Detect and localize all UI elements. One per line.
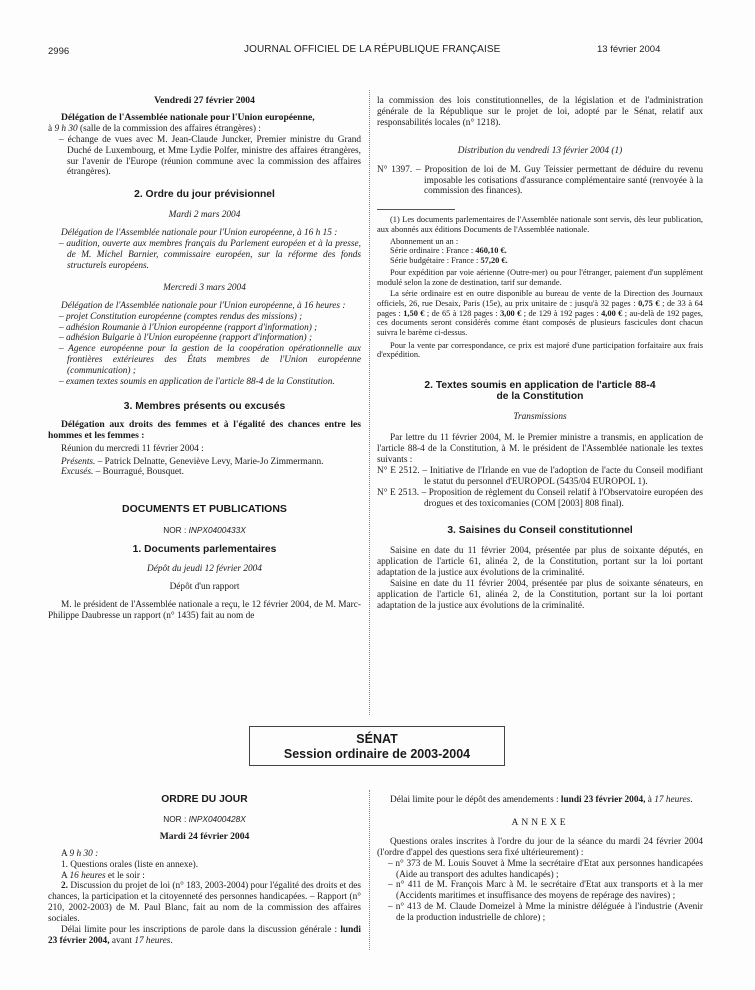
right-column-bottom	[377, 795, 703, 924]
amend-time: 17 heures	[654, 795, 691, 805]
senat-subtitle: Session ordinaire de 2003-2004	[283, 747, 471, 761]
time-930: 9 h 30	[69, 848, 93, 859]
price-1: 0,75 €	[638, 298, 660, 308]
question-item: – n° 373 de M. Louis Souvet à Mme la secrétaire d'Etat aux personnes handicapées (Aide au transport des adultes handicapés) ;	[388, 858, 703, 880]
amend-rest: à	[645, 795, 655, 805]
time-suffix: :	[92, 848, 99, 859]
sale-text-5: ; au-delà de 192 pages, ces documents seront considérés comme étant composés de plusieurs fascicules dont chacun suivra le barème ci-dessus.	[377, 308, 704, 338]
left-column-bottom	[48, 795, 361, 947]
sale-text-3: ; de 65 à 128 pages :	[424, 308, 501, 318]
excused-names: – Bourragué, Bousquet.	[93, 467, 184, 478]
subscription-label: Abonnement un an :	[390, 236, 459, 246]
section2-title-line1: 2. Textes soumis en application de l'article 88-4	[424, 380, 656, 392]
right-column-top	[377, 96, 703, 612]
time-prefix: A	[61, 870, 70, 881]
wednesday-item: – adhésion Bulgarie à l'Union européenne (rapport d'information) ;	[59, 333, 313, 344]
time-930: 9 h 30	[54, 123, 78, 134]
transmissions-heading: Transmissions	[513, 412, 567, 423]
annexe-title: ANNEXE	[511, 817, 569, 828]
deadline-date: lundi 23 février 2004,	[48, 925, 361, 946]
senat-nor	[48, 814, 361, 825]
friday-heading: Vendredi 27 février 2004	[154, 95, 255, 106]
column-divider-top	[369, 90, 370, 715]
senat-box	[249, 726, 505, 766]
meeting-date: Réunion du mercredi 11 février 2004 :	[61, 443, 204, 454]
nor-label: NOR :	[163, 813, 189, 824]
wednesday-item: – Agence européenne pour la gestion de la coopération opérationnelle aux frontières extérieures des États membres de l'Union européenne (communication) ;	[59, 344, 361, 377]
serie-ordinaire-label: Série ordinaire : France :	[390, 246, 476, 256]
n1397-entry: N° 1397. – Proposition de loi de M. Guy Teissier permettant de déduire du revenu imposable les cotisations d'assurance complémentaire santé (renvoyée à la commission des finances).	[377, 164, 703, 197]
time-930-line	[48, 124, 361, 135]
amend-text: Délai limite pour le dépôt des amendements :	[390, 795, 561, 805]
running-header	[0, 44, 755, 58]
senat-title: SÉNAT	[356, 732, 398, 746]
wednesday-item: – adhésion Roumanie à l'Union européenne (rapport d'information) ;	[59, 322, 318, 333]
tuesday-item: – audition, ouverte aux membres français du Parlement européen et à la presse, de M. Michel Barnier, commissaire européen, sur la réforme des fonds structurels européens.	[59, 239, 361, 271]
time-suffix: et le soir :	[105, 870, 145, 881]
deadline-text: Délai limite pour les inscriptions de parole dans la discussion générale :	[61, 925, 341, 936]
journal-title: JOURNAL OFFICIEL DE LA RÉPUBLIQUE FRANÇAISE	[244, 44, 501, 55]
section2-title: 2. Ordre du jour prévisionnel	[134, 189, 275, 201]
time-930-rest: (salle de la commission des affaires étrangères) :	[77, 123, 261, 134]
excused-label: Excusés.	[61, 467, 94, 478]
e2512-entry: N° E 2512. – Initiative de l'Irlande en vue de l'adoption de l'acte du Conseil modifiant le statut du personnel d'EUROPOL (5435/04 EUROPOL 1).	[377, 465, 703, 487]
item-1: 1. Questions orales (liste en annexe).	[61, 859, 199, 870]
deadline-rest: avant	[109, 935, 135, 946]
nor-code: INPX0400428X	[188, 813, 246, 824]
column-divider-bottom	[369, 790, 370, 950]
price-2: 1,50 €	[403, 308, 425, 318]
mardi-24-heading: Mardi 24 février 2004	[159, 830, 250, 842]
docs-nor	[48, 525, 361, 536]
section3-title: 3. Saisines du Conseil constitutionnel	[447, 525, 633, 537]
docs-title: DOCUMENTS ET PUBLICATIONS	[122, 503, 287, 516]
present-names: – Patrick Delnatte, Geneviève Levy, Marie-Jo Zimmermann.	[95, 456, 324, 467]
deadline-line	[48, 925, 361, 947]
sale-text-1: La série ordinaire est en outre disponible au bureau de vente de la Direction des Journaux officiels, 26, rue Desaix, Paris (15e), au prix unitaire de : jusqu'à 32 pages :	[377, 289, 703, 308]
exchange-item: – échange de vues avec M. Jean-Claude Juncker, Premier ministre du Grand Duché de Luxembourg, et Mme Lydie Polfer, ministre des affaires étrangères, sur l'avenir de l'Europe (réunion commune avec la commission des affaires étrangères).	[59, 134, 361, 178]
time-16: 16 heures	[69, 870, 106, 881]
footnote-1: (1) Les documents parlementaires de l'Assemblée nationale sont servis, dès leur publication, aux abonnés aux éditions Documents de l'Assemblée nationale.	[377, 215, 703, 235]
wednesday-heading: Mercredi 3 mars 2004	[163, 282, 246, 293]
wednesday-item: – projet Constitution européenne (comptes rendus des missions) ;	[59, 311, 303, 322]
sale-text-2: ; de 33 à 64 pages :	[377, 298, 703, 318]
continuation-text: la commission des lois constitutionnelles, de la législation et de l'administration générale de la République sur le projet de loi, adopté par le Sénat, relatif aux responsabilités locales (n° 1218).	[377, 96, 703, 128]
tuesday-intro: Délégation de l'Assemblée nationale pour l'Union européenne, à 16 h 15 :	[61, 228, 338, 239]
issue-date: 13 février 2004	[597, 44, 661, 55]
saisine-deputes: Saisine en date du 11 février 2004, présentée par plus de soixante députés, en application de l'article 61, alinéa 2, de la Constitution, portant sur la loi portant adaptation de la justice aux évolutions de la criminalité.	[377, 546, 703, 579]
section3-title: 3. Membres présents ou excusés	[123, 400, 286, 412]
page-number: 2996	[48, 46, 70, 57]
distribution-heading: Distribution du vendredi 13 février 2004 (1)	[457, 145, 623, 156]
left-column-top	[48, 96, 361, 622]
deposit-report: Dépôt d'un rapport	[169, 582, 240, 592]
excused-line	[48, 467, 361, 478]
amendments-deadline	[377, 795, 703, 806]
nor-label: NOR :	[163, 525, 189, 536]
footnote-rule	[377, 209, 455, 210]
amend-end: .	[690, 795, 693, 805]
deposit-heading: Dépôt du jeudi 12 février 2004	[147, 564, 262, 575]
serie-budgetaire-label: Série budgétaire : France :	[390, 256, 481, 266]
time-prefix: A	[61, 848, 70, 859]
e2513-entry: N° E 2513. – Proposition de règlement du Conseil relatif à l'Observatoire européen des drogues et des toxicomanies (COM [2003] 808 final).	[377, 487, 703, 509]
deadline-time: 17 heures	[134, 935, 171, 946]
wednesday-item: – examen textes soumis en application de l'article 88-4 de la Constitution.	[59, 377, 335, 388]
price-3: 3,00 €	[500, 308, 522, 318]
sale-text	[377, 289, 703, 338]
transmissions-intro: Par lettre du 11 février 2004, M. le Premier ministre a transmis, en application de l'article 88-4 de la Constitution, à M. le président de l'Assemblée nationale les textes suivants :	[377, 433, 703, 465]
serie-budgetaire-price: 57,20 €.	[480, 256, 508, 266]
serie-ordinaire-price: 460,10 €.	[475, 246, 507, 256]
time-930-line	[48, 849, 361, 860]
nor-code: INPX0400433X	[188, 525, 246, 536]
item-2	[48, 881, 361, 925]
present-label: Présents.	[61, 456, 96, 467]
time-prefix: à	[48, 123, 55, 134]
question-item: – n° 411 de M. François Marc à M. le secrétaire d'Etat aux transports et à la mer (Accidents maritimes et insuffisance des moyens de repérage des navires) ;	[388, 880, 703, 902]
deadline-end: .	[170, 935, 173, 946]
price-4: 4,00 €	[601, 308, 623, 318]
sale-text-4: ; de 129 à 192 pages :	[521, 308, 602, 318]
mail-order: Pour la vente par correspondance, ce prix est majoré d'une participation forfaitaire aux frais d'expédition.	[377, 340, 703, 360]
present-line	[48, 457, 361, 468]
annexe-intro: Questions orales inscrites à l'ordre du jour de la séance du mardi 24 février 2004 (l'ordre d'appel des questions sera fixé ultérieurement) :	[377, 836, 703, 858]
item-2-text: Discussion du projet de loi (n° 183, 2003-2004) pour l'égalité des droits et des chances, la participation et la citoyenneté des personnes handicapées. – Rapport (n° 210, 2002-2003) de M. Paul Blanc, fait au nom de la commission des affaires sociales.	[48, 881, 361, 925]
delegation-title: Délégation de l'Assemblée nationale pour l'Union européenne,	[61, 111, 315, 123]
wednesday-intro: Délégation de l'Assemblée nationale pour l'Union européenne, à 16 heures :	[61, 300, 346, 311]
air-shipping: Pour expédition par voie aérienne (Outre-mer) ou pour l'étranger, paiement d'un supplément modulé selon la zone de destination, tarif sur demande.	[377, 267, 703, 287]
tuesday-heading: Mardi 2 mars 2004	[168, 210, 241, 221]
docs-section1: 1. Documents parlementaires	[132, 544, 277, 556]
serie-ordinaire	[377, 246, 703, 256]
amend-date: lundi 23 février 2004,	[560, 795, 646, 805]
deposit-text: M. le président de l'Assemblée nationale a reçu, le 12 février 2004, de M. Marc-Philippe Daubresse un rapport (n° 1435) fait au nom de	[48, 599, 361, 621]
time-16-line	[48, 871, 361, 882]
delegation-women: Délégation aux droits des femmes et à l'égalité des chances entre les hommes et les femmes :	[48, 418, 361, 441]
serie-budgetaire	[377, 256, 703, 266]
question-item: – n° 413 de M. Claude Domeizel à Mme la ministre déléguée à l'industrie (Avenir de la production industrielle de chlore) ;	[388, 902, 703, 924]
section2-title-line2: de la Constitution	[496, 391, 584, 403]
ordre-du-jour-title: ORDRE DU JOUR	[161, 794, 248, 805]
item-2-number: 2.	[61, 881, 68, 892]
saisine-senateurs: Saisine en date du 11 février 2004, présentée par plus de soixante sénateurs, en application de l'article 61, alinéa 2, de la Constitution, portant sur la loi portant adaptation de la justice aux évolutions de la criminalité.	[377, 579, 703, 611]
